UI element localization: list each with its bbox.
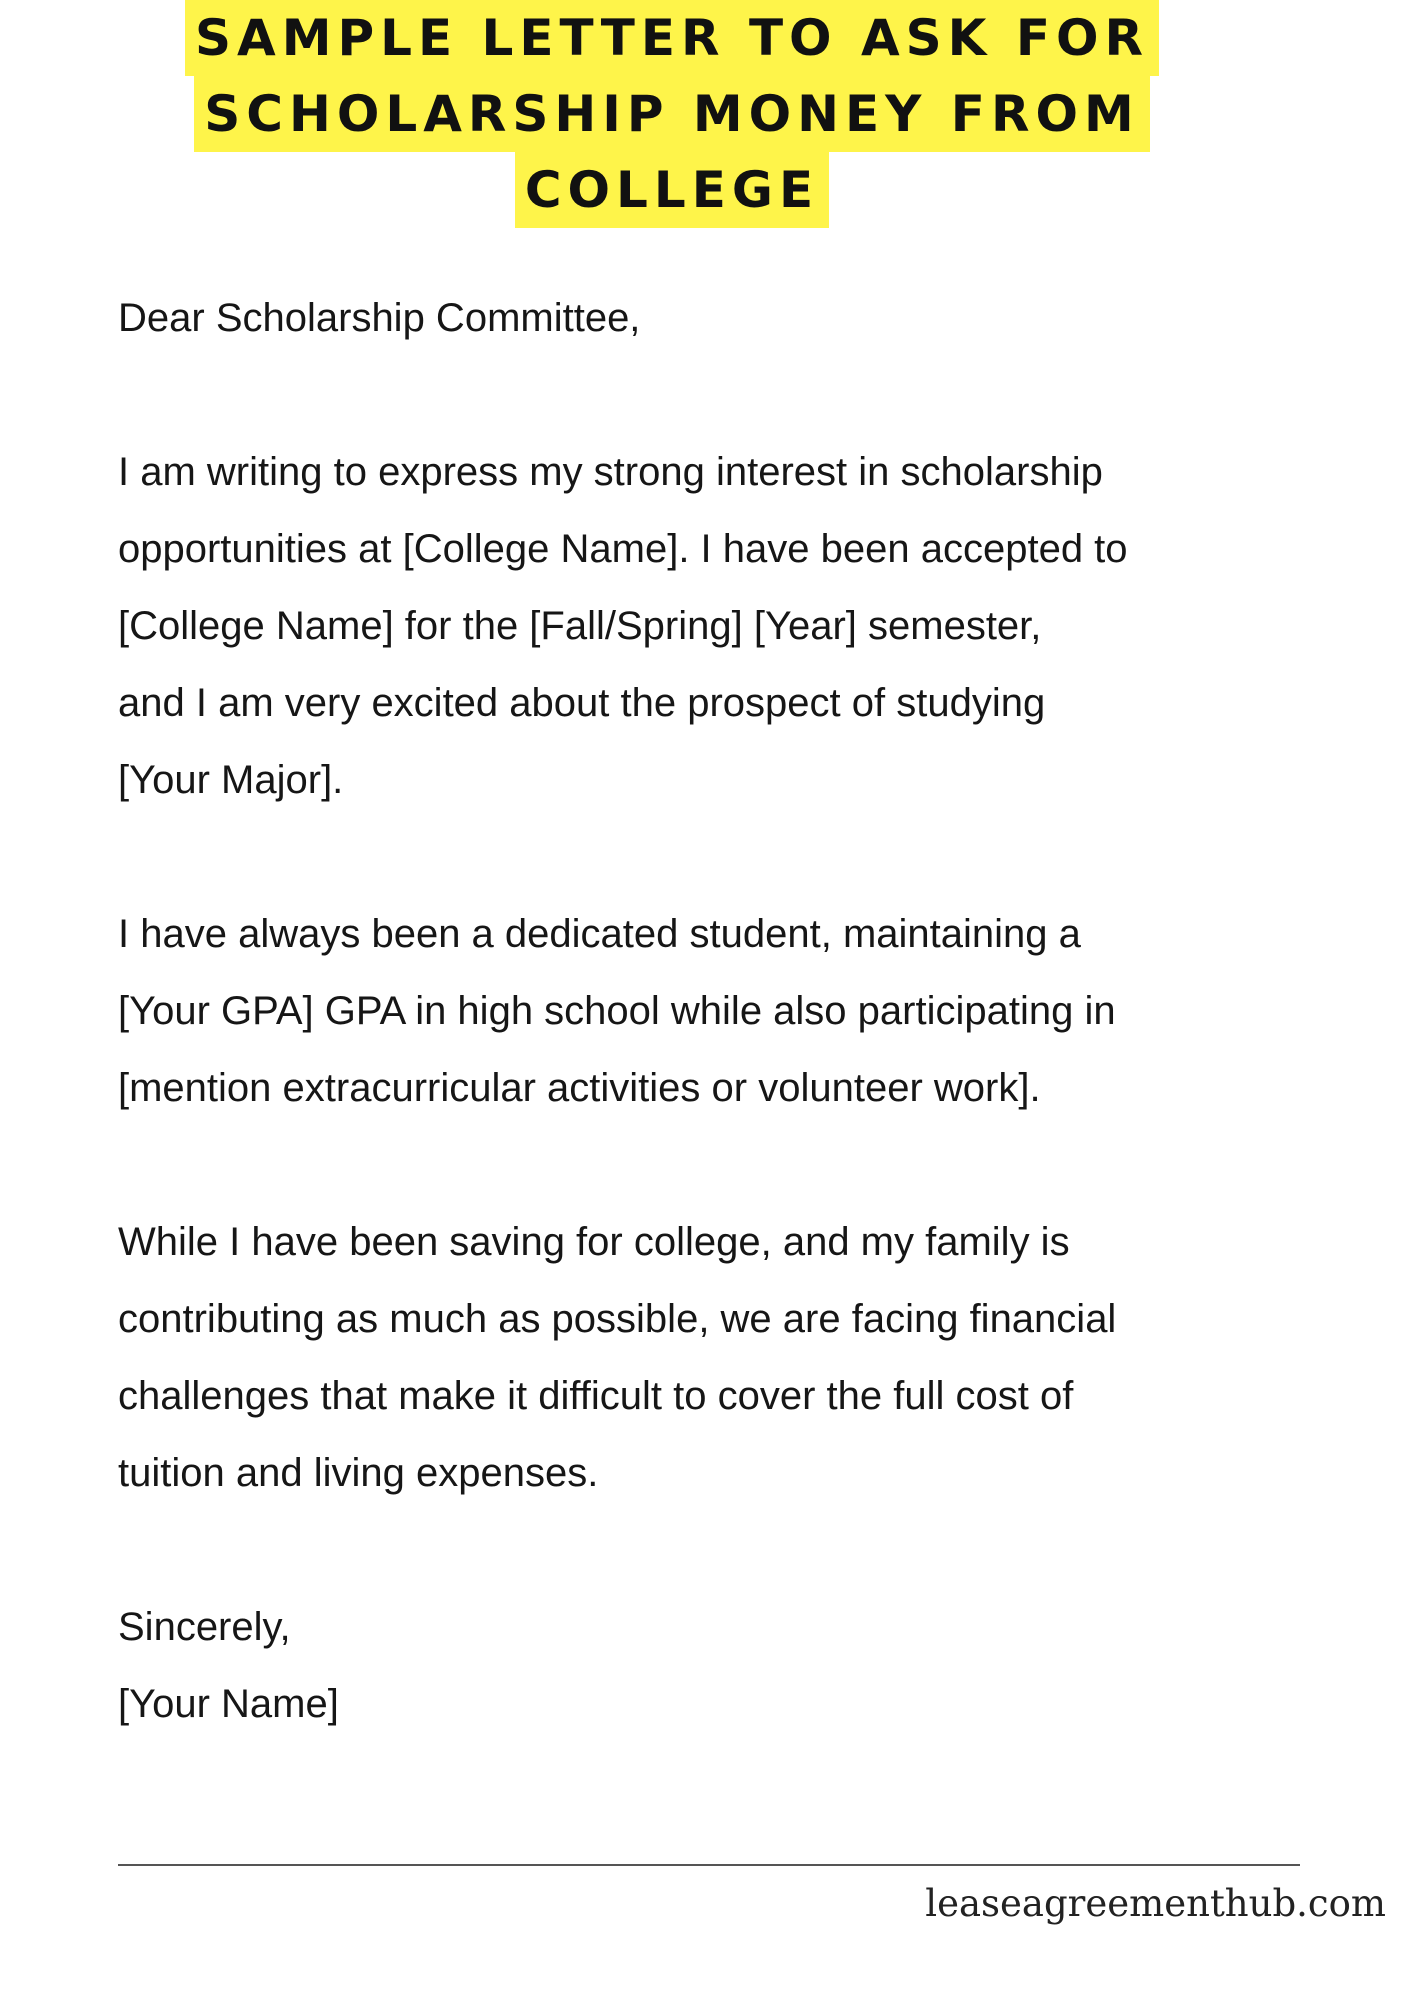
title-line-2: SCHOLARSHIP MONEY FROM — [194, 76, 1149, 152]
paragraph-line: challenges that make it difficult to cover the full cost of — [118, 1374, 1074, 1418]
paragraph-line: I am writing to express my strong interest in scholarship — [118, 450, 1103, 494]
document-title — [160, 0, 1184, 228]
paragraph-line: [College Name] for the [Fall/Spring] [Year] semester, — [118, 604, 1042, 648]
paragraph-line: [Your GPA] GPA in high school while also participating in — [118, 989, 1116, 1033]
letter-body — [118, 280, 1348, 1743]
paragraph-line: While I have been saving for college, and my family is — [118, 1220, 1070, 1264]
paragraph-line: [mention extracurricular activities or volunteer work]. — [118, 1066, 1041, 1110]
paragraph-line: contributing as much as possible, we are facing financial — [118, 1297, 1117, 1341]
paragraph-line: and I am very excited about the prospect of studying — [118, 681, 1046, 725]
title-line-1: SAMPLE LETTER TO ASK FOR — [185, 0, 1159, 76]
salutation: Dear Scholarship Committee, — [118, 296, 641, 340]
paragraph-2 — [118, 896, 1348, 1127]
footer-website: leaseagreementhub.com — [925, 1882, 1386, 1925]
footer-divider — [118, 1864, 1300, 1866]
paragraph-3 — [118, 1204, 1348, 1512]
paragraph-line: opportunities at [College Name]. I have been accepted to — [118, 527, 1128, 571]
paragraph-line: [Your Major]. — [118, 758, 344, 802]
signature-placeholder: [Your Name] — [118, 1682, 339, 1726]
paragraph-line: I have always been a dedicated student, maintaining a — [118, 912, 1081, 956]
title-line-3: COLLEGE — [515, 152, 829, 228]
paragraph-1 — [118, 434, 1348, 819]
closing: Sincerely, — [118, 1605, 291, 1649]
paragraph-line: tuition and living expenses. — [118, 1451, 599, 1495]
